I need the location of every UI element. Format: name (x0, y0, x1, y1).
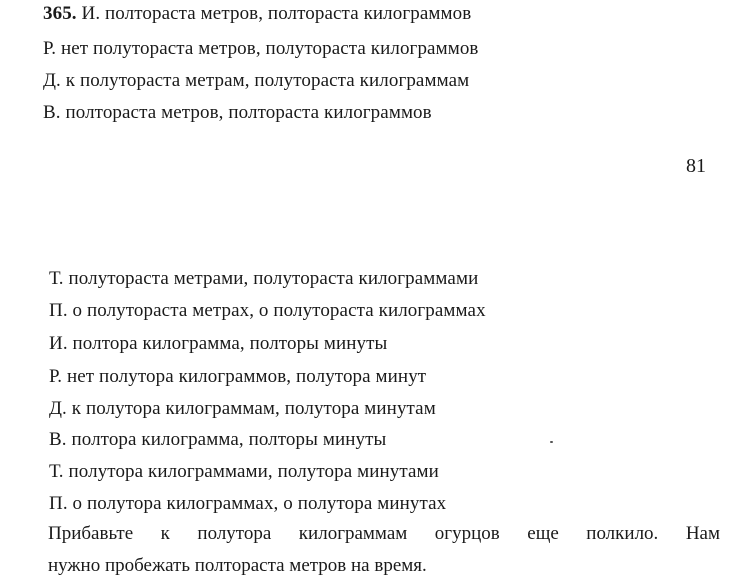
declension-instrumental-hundred-fifty: Т. полутораста метрами, полутораста килограммами (49, 268, 479, 289)
declension-genitive-one-half: Р. нет полутора килограммов, полутора минут (49, 366, 427, 387)
declension-genitive-hundred-fifty: Р. нет полутораста метров, полутораста килограммов (43, 38, 479, 59)
declension-accusative-one-half: В. полтора килограмма, полторы минуты (49, 429, 387, 450)
declension-nominative-one-half: И. полтора килограмма, полторы минуты (49, 333, 388, 354)
exercise-number: 365. (43, 3, 77, 24)
declension-instrumental-one-half: Т. полутора килограммами, полутора минутами (49, 461, 439, 482)
declension-dative-one-half: Д. к полутора килограммам, полутора минутам (49, 398, 436, 419)
declension-nominative-hundred-fifty: И. полтораста метров, полтораста килограммов (81, 3, 472, 24)
scan-speck (550, 441, 553, 443)
declension-prepositional-one-half: П. о полутора килограммах, о полутора минутах (49, 493, 447, 514)
example-paragraph (48, 518, 720, 582)
example-paragraph-line-1: Прибавьте к полутора килограммам огурцов еще полкило. Нам (48, 523, 720, 544)
declension-accusative-hundred-fifty: В. полтораста метров, полтораста килограммов (43, 102, 432, 123)
example-paragraph-line-2: нужно пробежать полтораста метров на время. (48, 555, 427, 576)
page-number: 81 (686, 155, 706, 177)
exercise-line-1 (43, 3, 471, 25)
declension-prepositional-hundred-fifty: П. о полутораста метрах, о полутораста килограммах (49, 300, 486, 321)
declension-dative-hundred-fifty: Д. к полутораста метрам, полутораста килограммам (43, 70, 470, 91)
